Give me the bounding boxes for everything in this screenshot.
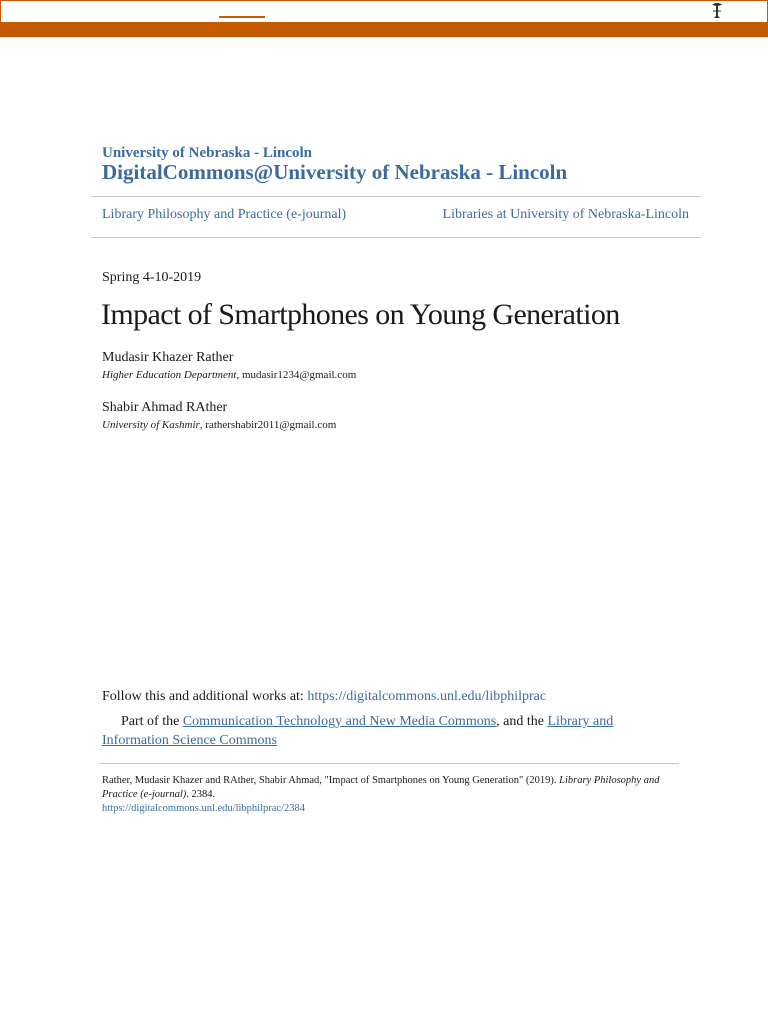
author-name: Shabir Ahmad RAther	[102, 400, 228, 415]
tree-logo-icon	[709, 2, 725, 20]
divider	[91, 196, 701, 197]
commons-link-communication[interactable]: Communication Technology and New Media Commons	[182, 714, 497, 729]
institution-name[interactable]: University of Nebraska - Lincoln	[102, 145, 312, 161]
repository-name[interactable]: DigitalCommons@University of Nebraska - Lincoln	[102, 160, 568, 184]
divider	[99, 763, 679, 764]
author-affiliation	[102, 369, 356, 381]
author-name: Mudasir Khazer Rather	[102, 350, 234, 365]
author-email: , rathershabir2011@gmail.com	[199, 419, 337, 431]
part-of-line	[102, 712, 642, 750]
paper-title: Impact of Smartphones on Young Generation	[101, 298, 620, 331]
citation	[102, 774, 662, 816]
author-email: , mudasir1234@gmail.com	[236, 369, 357, 381]
libraries-link[interactable]: Libraries at University of Nebraska-Lincoln	[442, 207, 689, 222]
citation-text: Rather, Mudasir Khazer and RAther, Shabir Ahmad, "Impact of Smartphones on Young Generation" (2019).	[102, 775, 560, 786]
brand-band	[0, 22, 768, 37]
author-affiliation	[102, 419, 336, 431]
part-of-prefix: Part of the	[121, 714, 183, 729]
affiliation-name: Higher Education Department	[102, 369, 237, 381]
top-bar-link[interactable]	[219, 16, 265, 18]
follow-url-link[interactable]: https://digitalcommons.unl.edu/libphilprac	[307, 689, 547, 704]
publication-date: Spring 4-10-2019	[102, 270, 202, 285]
part-of-mid: , and the	[496, 714, 548, 729]
affiliation-name: University of Kashmir	[102, 419, 200, 431]
top-bar	[0, 0, 768, 22]
follow-label: Follow this and additional works at:	[102, 689, 308, 704]
divider	[91, 237, 701, 238]
follow-line	[102, 689, 546, 705]
journal-link[interactable]: Library Philosophy and Practice (e-journal)	[102, 207, 347, 222]
citation-url-link[interactable]: https://digitalcommons.unl.edu/libphilprac/2384	[102, 803, 305, 814]
commons-link-library[interactable]: Library and Information Science Commons	[102, 714, 614, 748]
citation-journal: Library Philosophy and Practice (e-journal)	[102, 775, 660, 800]
citation-number: . 2384.	[186, 789, 216, 800]
